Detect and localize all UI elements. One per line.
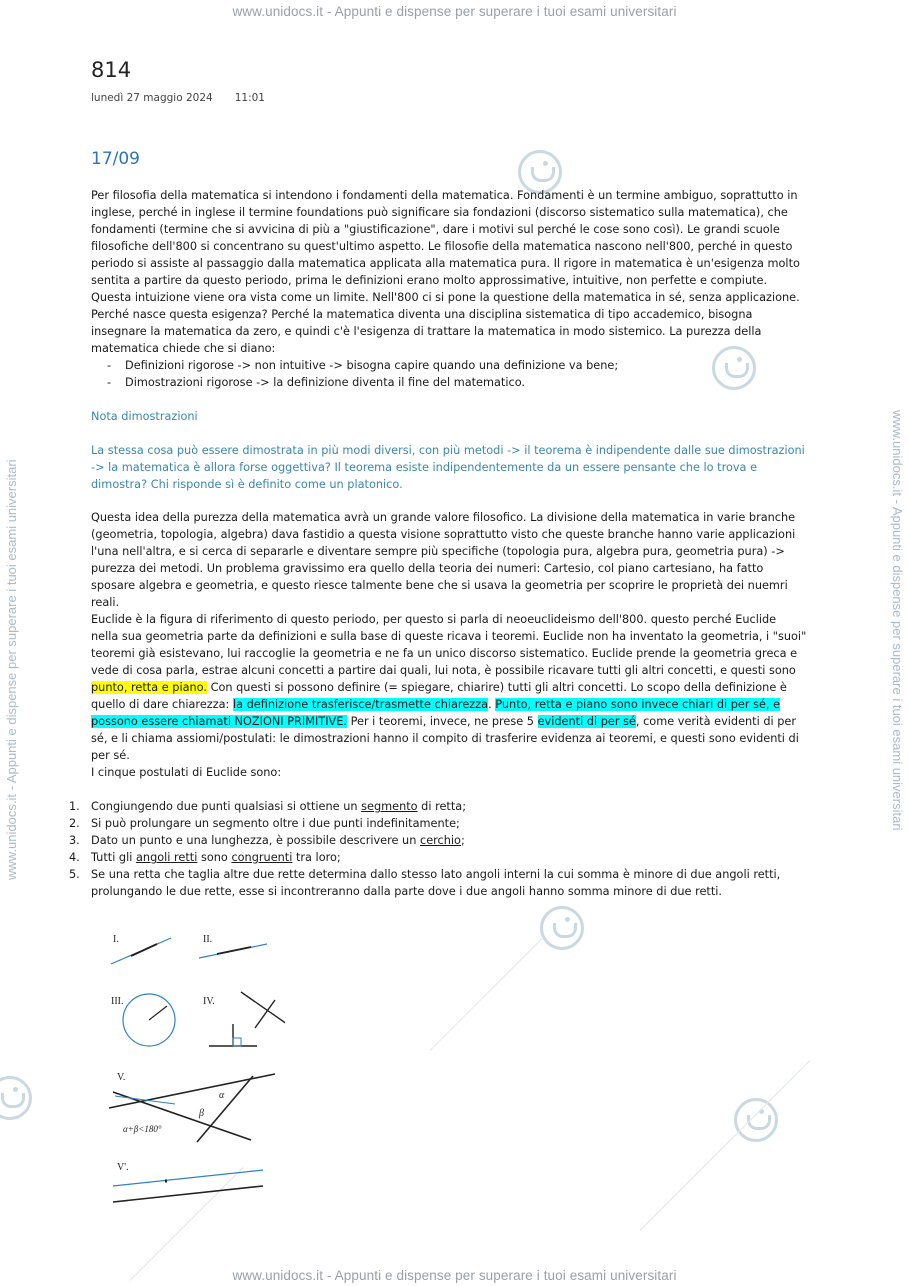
main-block: [91, 509, 807, 781]
list-item: 4. Tutti gli angoli retti sono congruenti tra loro;: [69, 851, 341, 864]
note-text: La stessa cosa può essere dimostrata in più modi diversi, con più metodi -> il teorema è indipendente dalle sue dimostrazioni -> la matematica è allora forse oggettiva? Il teorema esiste indipendentemente da un essere pensante che lo trova e dimostra? Chi risponde sì è definito come un platonico.: [91, 444, 805, 491]
watermark-side-left: www.unidocs.it - Appunti e dispense per superare i tuoi esami universitari: [4, 459, 19, 880]
watermark-side-right: www.unidocs.it - Appunti e dispense per superare i tuoi esami universitari: [890, 410, 905, 831]
note-title: Nota dimostrazioni: [91, 410, 198, 423]
date-text: lunedì 27 maggio 2024: [91, 92, 213, 104]
postulates-list: [69, 798, 807, 900]
note-block: [91, 408, 807, 493]
list-item: 1. Congiungendo due punti qualsiasi si ottiene un segmento di retta;: [69, 800, 467, 813]
figure-line: [241, 992, 285, 1024]
figure-segment: [131, 944, 157, 956]
highlight-cyan: evidenti di per sé: [537, 715, 636, 728]
figure-line: [197, 1076, 253, 1142]
figure-right-angle: [233, 1038, 241, 1046]
highlight-yellow: punto, retta e piano.: [91, 681, 207, 694]
figure-alpha: α: [219, 1090, 225, 1101]
highlight-cyan: la definizione trasferisce/trasmette chiarezza: [232, 698, 489, 711]
watermark-diagonal: [430, 937, 544, 1051]
intro-block: [91, 187, 807, 391]
postulates-intro: I cinque postulati di Euclide sono:: [91, 766, 282, 779]
figure-label-III: III.: [111, 996, 124, 1007]
time-text: 11:01: [234, 92, 265, 104]
figure-formula: α+β<180°: [123, 1124, 162, 1134]
list-item: 2. Si può prolungare un segmento oltre i due punti indefinitamente;: [69, 817, 460, 830]
section-title: 17/09: [91, 149, 140, 169]
intro-paragraph: Per filosofia della matematica si intendono i fondamenti della matematica. Fondamenti è un termine ambiguo, soprattutto in inglese, perché in inglese il termine foundations può significare sia fondazioni (discorso sistematico sulla matematica), che fondamenti (termine che si avvicina di più a "giustificazione", dare i motivi sul perché le cose sono così). Le grandi scuole filosofiche dell'800 si concentrano su quest'ultimo aspetto. Le filosofie della matematica nascono nell'800, perché in questo periodo si assiste al passaggio dalla matematica applicata alla matematica pura. Il rigore in matematica è un'esigenza molto sentita a partire da questo periodo, prima le definizioni erano molto approssimative, intuitive, non perfette e compiute. Questa intuizione viene ora vista come un limite. Nell'800 ci si pone la questione della matematica in sé, senza applicazione. Perché nasce questa esigenza? Perché la matematica diventa una disciplina sistematica di tipo accademico, bisogna insegnare la matematica da zero, e quindi c'è l'esigenza di trattare la matematica in modo sistemico. La purezza della matematica chiede che si diano:: [91, 189, 800, 355]
figure-label-I: I.: [113, 934, 119, 945]
figure-segment: [217, 947, 251, 954]
watermark-logo-icon: [734, 1098, 778, 1142]
figure-radius: [149, 1006, 167, 1020]
watermark-banner-bottom: www.unidocs.it - Appunti e dispense per superare i tuoi esami universitari: [232, 1268, 677, 1283]
watermark-logo-icon: [540, 906, 584, 950]
intro-list: [91, 357, 807, 391]
list-item: - Definizioni rigorose -> non intuitive -> bisogna capire quando una definizione va bene;: [107, 357, 807, 374]
watermark-banner-top: www.unidocs.it - Appunti e dispense per superare i tuoi esami universitari: [232, 4, 677, 19]
page-date: [91, 92, 265, 104]
figure-parallel-line: [113, 1186, 263, 1202]
postulates-figure: [105, 928, 285, 1218]
list-item: 3. Dato un punto e una lunghezza, è possibile descrivere un cerchio;: [69, 834, 465, 847]
figure-label-IV: IV.: [203, 996, 215, 1007]
figure-label-II: II.: [203, 934, 213, 945]
figure-label-Vprime: V'.: [117, 1162, 129, 1173]
purity-paragraph: Questa idea della purezza della matematica avrà un grande valore filosofico. La divisione della matematica in varie branche (geometria, topologia, algebra) dava fastidio a questa visione soprattutto visto che queste branche hanno varie applicazioni l'una nell'altra, e si cerca di separarle e diventare sempre più specifiche (topologia pura, algebra pura, geometria pura) -> purezza dei metodi. Un problema gravissimo era quello della teoria dei numeri: Cartesio, col piano cartesiano, ha fatto sposare algebra e geometria, e questo riesce talmente bene che si usava la geometria per scoprire le proprietà dei nuemri reali.: [91, 511, 796, 609]
figure-label-V: V.: [117, 1072, 126, 1083]
figure-parallel-line: [113, 1170, 263, 1186]
postulates-block: [69, 798, 807, 900]
watermark-logo-icon: [0, 1076, 32, 1120]
euclid-paragraph: Euclide è la figura di riferimento di questo periodo, per questo si parla di neoeuclideismo dell'800. questo perché Euclide nella sua geometria parte da definizioni e sulla base di queste ricava i teoremi. Euclide non ha inventato la geometria, i "suoi" teoremi già esistevano, lui raccoglie la geometria e ne fa un unico discorso sistematico. Euclide prende la geometria greca e vede di cosa parla, estrae alcuni concetti a partire dai quali, lui nota, è possibile ricavare tutti gli altri concetti, e questi sono punto, retta e piano. Con questi si possono definire (= spiegare, chiarire) tutti gli altri concetti. Lo scopo della definizione è quello di dare chiarezza: la definizione trasferisce/trasmette chiarezza. Punto, retta e piano sono invece chiari di per sé, e possono essere chiamati NOZIONI PRIMITIVE. Per i teoremi, invece, ne prese 5 evidenti di per sé, come verità evidenti di per sé, e li chiama assiomi/postulati: le dimostrazioni hanno il compito di trasferire evidenza ai teoremi, e questi sono evidenti di per sé.: [91, 613, 807, 762]
list-item: 5. Se una retta che taglia altre due rette determina dallo stesso lato angoli interni la cui somma è minore di due angoli retti, prolungando le due rette, esse si incontreranno dalla parte dove i due angoli hanno somma minore di due retti.: [69, 868, 781, 898]
highlight-cyan: Punto, retta e piano sono invece chiari di per sé, e possono essere chiamati NOZIONI PRIMITIVE.: [91, 698, 781, 728]
page-title: 814: [91, 58, 132, 82]
list-item: - Dimostrazioni rigorose -> la definizione diventa il fine del matematico.: [107, 374, 807, 391]
watermark-diagonal: [640, 1060, 810, 1230]
figure-beta: β: [199, 1108, 204, 1119]
